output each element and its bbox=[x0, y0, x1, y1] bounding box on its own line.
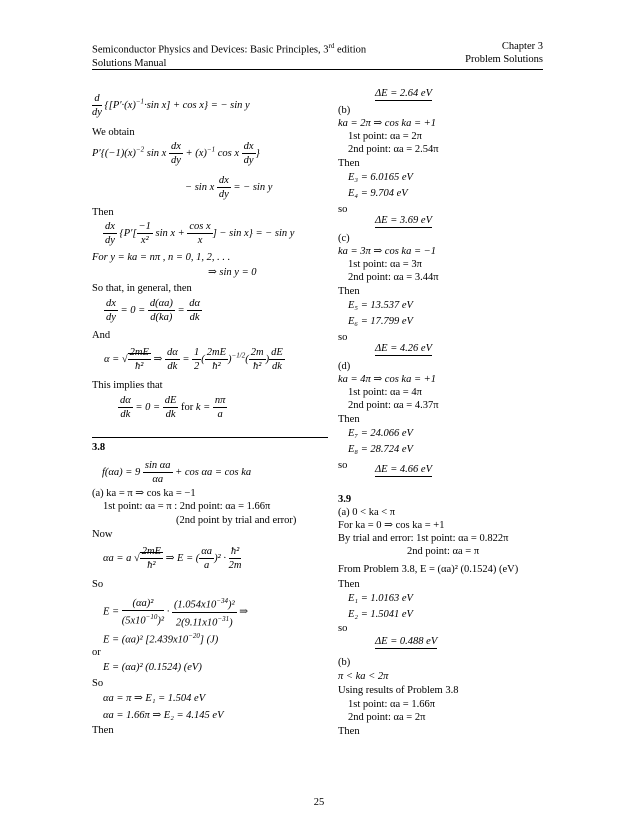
text-or: or bbox=[92, 647, 101, 658]
problem-separator bbox=[92, 437, 328, 438]
eq-dE-d: ΔE = 4.66 eV bbox=[375, 464, 432, 475]
page-number: 25 bbox=[313, 797, 325, 808]
eq-c: ka = 3π ⇒ cos ka = −1 bbox=[338, 246, 437, 257]
text-so-b: so bbox=[338, 204, 348, 215]
eq-f-alpha: f(αa) = 9 $\frac{\text{sin αa}}{\alpha a}$ + cos αa = cos ka bbox=[102, 460, 252, 485]
header-divider bbox=[92, 69, 543, 70]
book-title: Semiconductor Physics and Devices: Basic Principles, 3rd edition bbox=[92, 42, 367, 56]
text-c-p1: 1st point: αa = 3π bbox=[348, 259, 422, 270]
eq-alpha: α = √ $\frac{2mE}{\text{ħ²}}$ ⇒ $\frac{d\alpha}{dk}$ = $\frac{1}{2}$ ( $\frac{2mE}{\text{ħ²}}$ )$^{-1/2}$( $\frac{2m}{\text{ħ²}}$ ) $\frac{dE}{dk}$ bbox=[104, 347, 283, 372]
eq-E6: E₆ = 17.799 eV bbox=[348, 316, 413, 327]
text-b-p2: 2nd point: αa = 2.54π bbox=[348, 144, 439, 155]
header-right bbox=[465, 40, 543, 66]
text-using: Using results of Problem 3.8 bbox=[338, 685, 459, 696]
text-d-p2: 2nd point: αa = 4.37π bbox=[348, 400, 439, 411]
text-so-2: So bbox=[92, 678, 104, 689]
text-trial: (2nd point by trial and error) bbox=[176, 515, 297, 526]
eq-E8: E₈ = 28.724 eV bbox=[348, 444, 413, 455]
text-then-b: Then bbox=[338, 158, 360, 169]
eq-E3: E₃ = 6.0165 eV bbox=[348, 172, 413, 183]
eq-dE-a: ΔE = 2.64 eV bbox=[375, 88, 432, 99]
problem-3-9-heading: 3.9 bbox=[338, 494, 352, 505]
eq-E-ev: E = (αa)² (0.1524) (eV) bbox=[103, 662, 202, 673]
text-b9-p2: 2nd point: αa = 2π bbox=[348, 712, 426, 723]
text-so-1: So bbox=[92, 579, 104, 590]
eq-obtain: $P'\{(-1)(x)^{-2}$ sin x $\frac{dx}{dy}$ + $(x)^{-1}$ cos x $\frac{dx}{dy}$ } bbox=[92, 141, 260, 166]
eq-E7: E₇ = 24.066 eV bbox=[348, 428, 413, 439]
eq-E-scaled: E = (αa)² $[2.439x10^{-20}]$ (J) bbox=[103, 632, 219, 646]
text-a9: (a) 0 < ka < π bbox=[338, 507, 396, 518]
text-b9: (b) bbox=[338, 657, 351, 668]
chapter-label: Chapter 3 bbox=[501, 41, 543, 52]
text-from-38: From Problem 3.8, E = (αa)² (0.1524) (eV) bbox=[338, 564, 519, 575]
eq-d: ka = 4π ⇒ cos ka = +1 bbox=[338, 374, 437, 385]
eq-dE-9: ΔE = 0.488 eV bbox=[375, 636, 438, 647]
eq-alpha-a: αa = a √ $\frac{2mE}{\text{ħ²}}$ ⇒ E = ( $\frac{\alpha a}{a}$ )² · $\frac{\text{ħ²}}{2m}$ bbox=[103, 546, 242, 571]
text-part-c: (c) bbox=[338, 233, 350, 244]
text-this-implies: This implies that bbox=[92, 380, 163, 391]
text-then-c: Then bbox=[338, 286, 360, 297]
manual-subtitle: Solutions Manual bbox=[92, 57, 167, 69]
eq-E1: αa = π ⇒ E₁ = 1.504 eV bbox=[103, 693, 206, 704]
text-part-b: (b) bbox=[338, 105, 351, 116]
section-label: Problem Solutions bbox=[465, 54, 543, 65]
text-c-p2: 2nd point: αa = 3.44π bbox=[348, 272, 439, 283]
text-then-9: Then bbox=[338, 579, 360, 590]
eq-b: ka = 2π ⇒ cos ka = +1 bbox=[338, 118, 437, 129]
eq-dE-b: ΔE = 3.69 eV bbox=[375, 215, 432, 226]
text-and: And bbox=[92, 330, 111, 341]
text-b-p1: 1st point: αa = 2π bbox=[348, 131, 422, 142]
text-so-d: so bbox=[338, 460, 348, 471]
text-part-d: (d) bbox=[338, 361, 351, 372]
text-b9-p1: 1st point: αa = 1.66π bbox=[348, 699, 436, 710]
eq-E5: E₅ = 13.537 eV bbox=[348, 300, 413, 311]
text-a9-p2: 2nd point: αa = π bbox=[407, 546, 480, 557]
text-d-p1: 1st point: αa = 4π bbox=[348, 387, 422, 398]
problem-3-8-heading: 3.8 bbox=[92, 442, 106, 453]
text-then-end-left: Then bbox=[92, 725, 114, 736]
eq-implies: $\frac{d\alpha}{dk}$ = 0 = $\frac{dE}{dk}$ for k = $\frac{n\pi}{a}$ bbox=[120, 395, 226, 420]
text-so-c: so bbox=[338, 332, 348, 343]
eq-E2-9: E₂ = 1.5041 eV bbox=[348, 609, 413, 620]
eq-sinx: − sin x $\frac{dx}{dy}$ = − sin y bbox=[185, 175, 273, 200]
header-left bbox=[92, 40, 366, 70]
text-for-y: For y = ka = nπ , n = 0, 1, 2, . . . bbox=[92, 252, 231, 263]
eq-then: $\frac{dx}{dy}$ {P′[ $\frac{-1}{\text{x²}}$ sin x + $\frac{\text{cos x}}{x}$ ] − sin x} = − sin y bbox=[105, 221, 295, 246]
eq-general: $\frac{dx}{dy}$ = 0 = $\frac{d(\alpha a)}{d(ka)}$ = $\frac{d\alpha}{dk}$ bbox=[106, 298, 200, 323]
eq-E-numeric: E = $\frac{\text{(αa)²}}{(5x10^{-10})^2}$ · $\frac{(1.054x10^{-34})^2}{2(9.11x10^{-31})}$ ⇒ bbox=[103, 597, 249, 628]
text-so-general: So that, in general, then bbox=[92, 283, 192, 294]
text-so-9: so bbox=[338, 623, 348, 634]
text-part-a: (a) ka = π ⇒ cos ka = −1 bbox=[92, 488, 196, 499]
eq-sin-zero: ⇒ sin y = 0 bbox=[208, 267, 257, 278]
eq-E4: E₄ = 9.704 eV bbox=[348, 188, 408, 199]
text-a9-for: For ka = 0 ⇒ cos ka = +1 bbox=[338, 520, 445, 531]
text-a9-trial: By trial and error: 1st point: αa = 0.822π bbox=[338, 533, 509, 544]
text-then-end-right: Then bbox=[338, 726, 360, 737]
text-we-obtain: We obtain bbox=[92, 127, 135, 138]
eq-dE-c: ΔE = 4.26 eV bbox=[375, 343, 432, 354]
eq-E1-9: E₁ = 1.0163 eV bbox=[348, 593, 413, 604]
text-then-1: Then bbox=[92, 207, 114, 218]
text-b9-range: π < ka < 2π bbox=[338, 671, 389, 682]
text-points-a: 1st point: αa = π : 2nd point: αa = 1.66π bbox=[103, 501, 271, 512]
text-now: Now bbox=[92, 529, 113, 540]
text-then-d: Then bbox=[338, 414, 360, 425]
eq-E2: αa = 1.66π ⇒ E₂ = 4.145 eV bbox=[103, 710, 224, 721]
eq-derivative: $\frac{d}{dy}$ {[$P'\cdot(x)^{-1}\cdot\sin$ x] + cos x} = − sin y bbox=[92, 93, 250, 118]
